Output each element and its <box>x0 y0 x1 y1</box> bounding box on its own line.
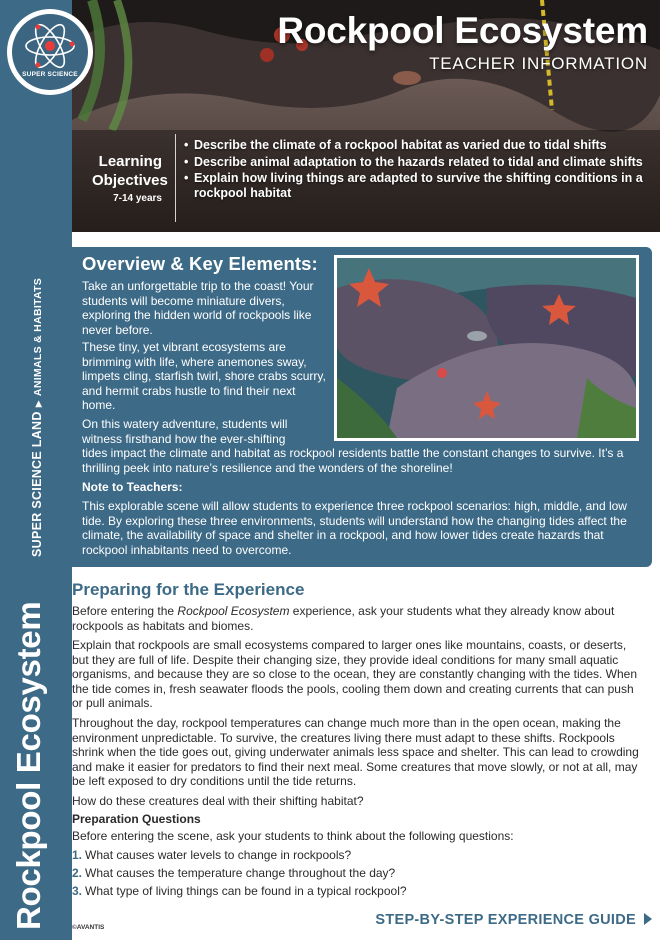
rockpool-scene-image <box>337 258 636 438</box>
avantis-logo: ©AVANTIS <box>72 924 105 931</box>
step-by-step-guide-link[interactable]: STEP-BY-STEP EXPERIENCE GUIDE <box>375 912 652 928</box>
divider <box>175 134 176 222</box>
atom-icon <box>12 14 88 90</box>
super-science-logo <box>7 9 93 95</box>
learning-objectives-title: Learning Objectives <box>92 153 168 189</box>
page-title: Rockpool Ecosystem <box>277 10 648 51</box>
question-item: 2. What causes the temperature change throughout the day? <box>72 866 396 880</box>
learning-objectives-label <box>92 152 168 204</box>
logo-text: SUPER SCIENCE <box>22 71 78 78</box>
preparation-questions-intro: Before entering the scene, ask your students to think about the following questions: <box>72 829 514 843</box>
overview-panel <box>72 247 652 567</box>
breadcrumb-super-science-land: SUPER SCIENCE LAND <box>30 411 44 557</box>
list-item: • Describe the climate of a rockpool habitat as varied due to tidal shifts <box>184 138 654 153</box>
preparing-paragraph-1: Before entering the Rockpool Ecosystem experience, ask your students what they already know about rockpools as habitats and biomes. <box>72 604 615 633</box>
note-to-teachers-text: This explorable scene will allow students to experience three rockpool scenarios: high, middle, and low tide. By exploring these three environments, students will understand how the changing tides affect the climate, the availability of space and shelter in a rockpool, and how lower tides create hazards that rockpool inhabitants need to overcome. <box>82 499 627 557</box>
list-item: • Describe animal adaptation to the hazards related to tidal and climate shifts <box>184 155 654 170</box>
hero-header <box>72 0 660 232</box>
preparation-questions-heading: Preparation Questions <box>72 812 201 826</box>
breadcrumb-animals-habitats: ANIMALS & HABITATS <box>32 277 44 397</box>
overview-heading: Overview & Key Elements: <box>82 253 318 274</box>
preparing-paragraph-4: How do these creatures deal with their shifting habitat? <box>72 794 364 808</box>
preparing-heading: Preparing for the Experience <box>72 580 305 599</box>
overview-paragraph-3: On this watery adventure, students will witness firsthand how the ever-shifting <box>82 417 288 446</box>
learning-objectives-list <box>184 138 654 202</box>
overview-paragraph-2: These tiny, yet vibrant ecosystems are brimming with life, where anemones sway, limpets cling, starfish twirl, shore crabs scurry, and hermit crabs hustle to find their next home. <box>82 340 326 413</box>
note-to-teachers-heading: Note to Teachers: <box>82 480 183 494</box>
rockpool-photo <box>334 255 639 441</box>
overview-paragraph-3-cont: tides impact the climate and habitat as rockpool residents battle the constant changes to survive. It’s a thrilling peek into nature’s resilience and the wonders of the shoreline! <box>82 446 624 475</box>
question-item: 3. What type of living things can be found in a typical rockpool? <box>72 884 407 898</box>
question-item: 1. What causes water levels to change in rockpools? <box>72 848 352 862</box>
sidebar-vertical-title: Rockpool Ecosystem <box>10 601 47 930</box>
age-range: 7-14 years <box>113 193 162 204</box>
chevron-right-icon: ▶ <box>33 400 43 408</box>
sidebar-breadcrumb <box>30 278 44 557</box>
preparing-paragraph-2: Explain that rockpools are small ecosystems compared to larger ones like mountains, coasts, or deserts, but they are full of life. Despite their changing size, they provide ideal conditions for many small aquatic organisms, and because they are so close to the ocean, they are constantly changing with the tides. When the tide comes in, fresh seawater floods the pools, cooling them down and creating currents that can push or pull animals. <box>72 638 638 711</box>
list-item: • Explain how living things are adapted to survive the shifting conditions in a rockpool habitat <box>184 171 654 200</box>
arrow-right-icon <box>644 913 652 925</box>
overview-paragraph-1: Take an unforgettable trip to the coast! Your students will become miniature divers, exploring the hidden world of rockpools like never before. <box>82 279 314 337</box>
sidebar <box>0 0 72 940</box>
preparing-paragraph-3: Throughout the day, rockpool temperatures can change much more than in the open ocean, making the environment unpredictable. To survive, the creatures living there must adapt to these shifts. Rockpools shrink when the tide goes out, giving underwater animals less space and shelter. This can lead to crowding and make it easier for predators to find their next meal. Some creatures that move slowly, or not at all, may be left exposed to dry conditions until the tide returns. <box>72 716 639 789</box>
page-subtitle: TEACHER INFORMATION <box>429 54 648 73</box>
experience-name: Rockpool Ecosystem <box>177 604 290 618</box>
